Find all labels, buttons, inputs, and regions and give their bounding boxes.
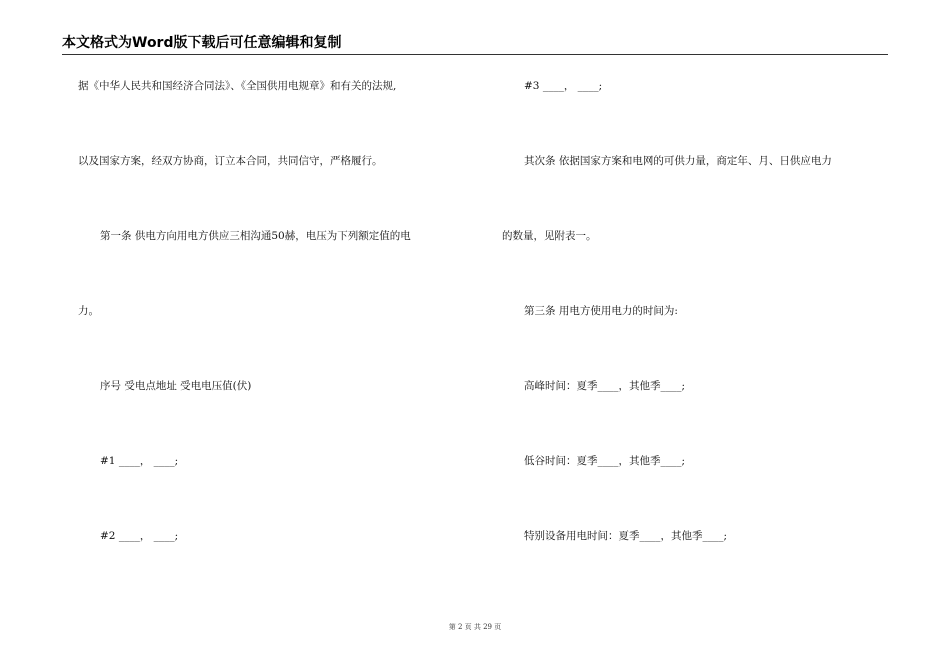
- right-line-3: 的数量，见附表一。: [502, 230, 597, 242]
- left-line-2: 以及国家方案，经双方协商，订立本合同，共同信守，严格履行。: [78, 155, 383, 167]
- right-line-4: 第三条 用电方使用电力的时间为:: [524, 305, 678, 317]
- left-line-5: 序号 受电点地址 受电电压值(伏): [100, 380, 252, 392]
- page-number: 第 2 页 共 29 页: [448, 623, 502, 631]
- left-line-1: 据《中华人民共和国经济合同法》、《全国供用电规章》和有关的法规,: [78, 80, 397, 92]
- left-line-7: #2 ____， ____;: [100, 530, 179, 542]
- right-line-7: 特别设备用电时间：夏季____，其他季____;: [524, 530, 728, 542]
- right-line-5: 高峰时间：夏季____，其他季____;: [524, 380, 686, 392]
- document-header: [62, 34, 888, 55]
- left-line-3: 第一条 供电方向用电方供应三相沟通50赫，电压为下列额定值的电: [100, 230, 411, 242]
- right-line-2: 其次条 依据国家方案和电网的可供力量，商定年、月、日供应电力: [524, 155, 832, 167]
- header-title: 本文格式为Word版下载后可任意编辑和复制: [62, 35, 342, 51]
- right-line-6: 低谷时间：夏季____，其他季____;: [524, 455, 686, 467]
- left-line-6: #1 ____， ____;: [100, 455, 179, 467]
- right-line-1: #3 ____， ____;: [524, 80, 603, 92]
- left-line-4: 力。: [78, 305, 99, 317]
